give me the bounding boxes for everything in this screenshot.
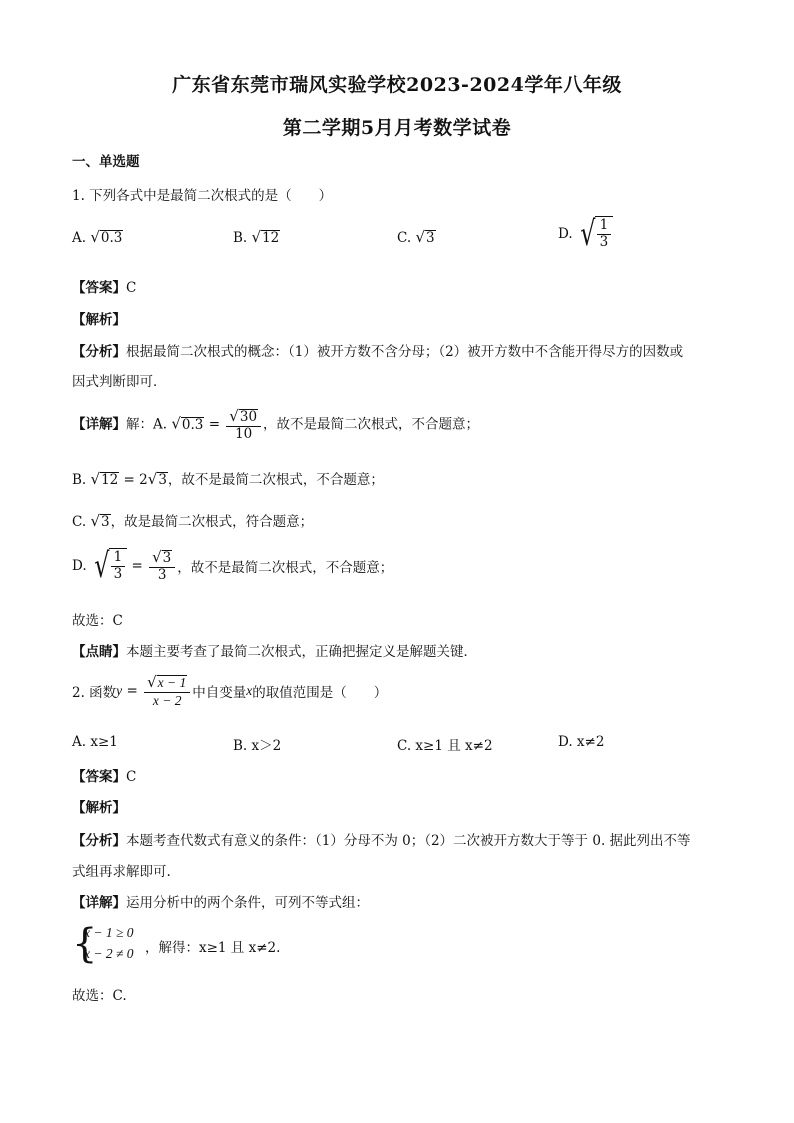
- q1-detail-a-numerator: 30: [239, 409, 258, 425]
- q1-detail-c-radicand: 3: [101, 514, 110, 530]
- q2-choose: 故选：C.: [72, 988, 127, 1004]
- q1-detail-d-denominator: 3: [113, 566, 123, 582]
- q2-option-a: A. x≥1: [72, 734, 118, 750]
- q1-option-d-label: D.: [558, 226, 573, 242]
- q1-answer-tag: 【答案】: [72, 280, 126, 296]
- q2-answer-value: C: [126, 769, 137, 785]
- q2-fenxi-line-2: 式组再求解即可.: [72, 864, 171, 880]
- q2-option-d: D. x≠2: [558, 734, 605, 750]
- q1-analysis-tag: 【解析】: [72, 312, 126, 328]
- q1-option-d: D. √ $\frac{1}{3}$: [558, 216, 613, 252]
- q1-option-a: A. √0.3: [72, 228, 123, 246]
- q1-answer-line: [72, 276, 136, 296]
- q1-detail-b-label: B.: [72, 472, 91, 488]
- q1-option-d-numerator: 1: [597, 218, 612, 235]
- q1-choose: 故选：C: [72, 613, 123, 629]
- q1-fenxi-tag: 【分析】: [72, 344, 126, 360]
- q1-option-a-radicand: 0.3: [100, 230, 123, 246]
- q1-fenxi-line-2: 因式判断即可．: [72, 374, 167, 390]
- q2-answer-tag: 【答案】: [72, 769, 126, 785]
- system-row-1: x − 1 ≥ 0: [84, 925, 134, 940]
- q1-detail-b-radicand: 12: [101, 472, 119, 488]
- q2-fenxi-text-1: 本题考查代数式有意义的条件：（1）分母不为 0；（2）二次被开方数大于等于 0. 据此列出不等: [126, 833, 691, 849]
- q1-detail-a-text: ，故不是最简二次根式，不合题意；: [263, 416, 480, 433]
- q2-analysis-tag: 【解析】: [72, 800, 126, 816]
- q1-option-d-denominator: 3: [599, 234, 609, 250]
- q2-stem-y: y: [116, 683, 123, 699]
- system-brace: {: [72, 921, 98, 967]
- q1-detail-d-result-numerator: 3: [162, 549, 172, 566]
- q1-detail-c-text: ，故是最简二次根式，符合题意；: [110, 514, 314, 530]
- q1-detail-b-eq: = 2: [119, 472, 148, 488]
- q1-detail-d-label: D.: [72, 558, 91, 574]
- q2-fenxi-tag: 【分析】: [72, 833, 126, 849]
- q1-option-b: B. √12: [233, 228, 280, 246]
- q1-detail-a-denominator: 10: [235, 425, 253, 442]
- q1-detail-b-radicand-2: 3: [158, 472, 167, 488]
- question-2-stem: 2. 函数y = $\frac{√x - 1}{x - 2}$ 中自变量x的取值范围是（ ）: [72, 673, 388, 708]
- q1-detail-a-radicand: 0.3: [181, 416, 204, 433]
- q1-dianjing-text: 本题主要考查了最简二次根式，正确把握定义是解题关键．: [126, 644, 477, 660]
- q1-detail-b: B. √12 = 2√3，故不是最简二次根式，不合题意；: [72, 470, 384, 488]
- q1-option-c: C. √3: [397, 228, 435, 246]
- q1-answer-value: C: [126, 280, 137, 296]
- q1-detail-d-numerator: 1: [111, 550, 126, 567]
- q1-detail-c: C. √3，故是最简二次根式，符合题意；: [72, 512, 314, 530]
- q2-answer-line: [72, 765, 136, 785]
- q1-detail-d-text: ，故不是最简二次根式，不合题意；: [177, 560, 394, 576]
- q1-option-c-label: C.: [397, 230, 412, 246]
- q1-option-a-label: A.: [72, 230, 87, 246]
- exam-title-line-2: 第二学期5月月考数学试卷: [282, 117, 512, 139]
- q2-stem-suffix-a: 中自变量: [192, 685, 247, 702]
- q1-detail-a: 【详解】解：A. √0.3 = $\frac{√30}{10}$ ，故不是最简二次根式，不合题意；: [72, 407, 480, 442]
- q1-detail-tag: 【详解】: [72, 416, 126, 433]
- q1-detail-b-text: ，故不是最简二次根式，不合题意；: [167, 472, 384, 488]
- exam-title-line-1: 广东省东莞市瑞风实验学校2023-2024学年八年级: [172, 74, 622, 96]
- q2-option-b: B. x＞2: [233, 738, 282, 754]
- section-heading: 一、单选题: [72, 154, 140, 170]
- q1-detail-c-label: C.: [72, 514, 91, 530]
- q1-dianjing-tag: 【点睛】: [72, 644, 126, 660]
- q1-detail-d-result-denominator: 3: [157, 566, 167, 583]
- q1-fenxi-line-1: [72, 340, 683, 360]
- system-row-2: x − 2 ≠ 0: [84, 946, 134, 961]
- q2-detail-tag: 【详解】: [72, 895, 126, 911]
- q2-stem-denominator: x − 2: [152, 692, 182, 708]
- q2-detail-line: [72, 891, 369, 911]
- q1-option-c-radicand: 3: [426, 230, 435, 246]
- q2-stem-x: x: [246, 683, 253, 699]
- q2-fenxi-line-1: [72, 829, 691, 849]
- q2-stem-suffix-b: 的取值范围是（ ）: [252, 685, 388, 702]
- q1-detail-d: D. √ $\frac{1}{3}$ = $\frac{√3}{3}$ ，故不是最简二次根式，不合题意；: [72, 546, 394, 586]
- question-1-stem: 1. 下列各式中是最简二次根式的是（ ）: [72, 188, 333, 204]
- q1-detail-a-prefix: 解：A.: [126, 416, 172, 433]
- q2-option-c: C. x≥1 且 x≠2: [397, 738, 493, 754]
- q1-dianjing: [72, 640, 477, 660]
- q2-stem-numerator: x − 1: [157, 675, 187, 690]
- q2-stem-prefix: 2. 函数: [72, 685, 117, 702]
- q1-fenxi-text-1: 根据最简二次根式的概念：（1）被开方数不含分母；（2）被开方数中不含能开得尽方的因数或: [126, 344, 684, 360]
- q1-option-b-label: B.: [233, 230, 248, 246]
- q2-system-result: ，解得：x≥1 且 x≠2.: [145, 940, 281, 956]
- q1-option-b-radicand: 12: [262, 230, 280, 246]
- q2-detail-text: 运用分析中的两个条件，可列不等式组：: [126, 895, 369, 911]
